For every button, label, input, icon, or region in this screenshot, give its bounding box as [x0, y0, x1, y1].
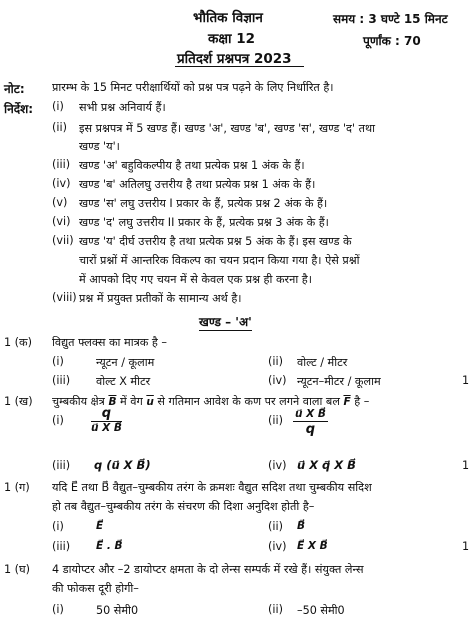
- instruction-num: (i): [52, 100, 64, 113]
- option-label: (ii): [268, 355, 283, 368]
- class-title: कक्षा 12: [208, 31, 256, 47]
- option-text: –50 सेमी0: [297, 604, 345, 617]
- instruction-num: (ii): [52, 121, 67, 134]
- question-text: विद्युत फ्लक्स का मात्रक है –: [52, 336, 168, 349]
- option-label: (ii): [268, 414, 283, 427]
- instruction-num: (vi): [52, 215, 71, 228]
- question-number: 1 (ग): [4, 481, 30, 494]
- option-text: B⃗: [297, 520, 306, 532]
- instructions-label: निर्देश:: [4, 102, 34, 116]
- option-label: (ii): [268, 520, 283, 533]
- subject-title: भौतिक विज्ञान: [193, 10, 263, 26]
- option-label: (ii): [268, 603, 283, 616]
- instruction-num: (vii): [52, 234, 74, 247]
- option-label: (iii): [52, 374, 71, 387]
- vector-f: $\overline{F}$: [343, 396, 351, 408]
- option-text: u⃗ X q⃗ X B⃗: [297, 458, 356, 472]
- fraction-option-i: q u⃗ X B⃗: [91, 406, 122, 434]
- section-title: खण्ड – 'अ': [199, 315, 252, 329]
- title-underline: [175, 66, 304, 67]
- question-marks: 1: [462, 374, 470, 387]
- question-text: की फोकस दूरी होगी–: [52, 582, 139, 595]
- question-marks: 1: [462, 540, 470, 553]
- instruction-num: (viii): [52, 291, 77, 304]
- question-number: 1 (ख): [4, 395, 33, 408]
- question-text: यदि E⃗ तथा B⃗ वैद्युत–चुम्बकीय तरंग के क्रमशः वैद्युत सदिश तथा चुम्बकीय सदिश: [52, 481, 372, 494]
- vector-u: $\overline{u}$: [146, 396, 154, 408]
- option-label: (i): [52, 355, 64, 368]
- option-label: (iii): [52, 459, 71, 472]
- option-label: (iv): [268, 459, 287, 472]
- paper-title: प्रतिदर्श प्रश्नपत्र 2023: [177, 51, 292, 67]
- instruction-text: सभी प्रश्न अनिवार्य हैं।: [79, 101, 166, 114]
- option-text: वोल्ट / मीटर: [297, 356, 348, 369]
- option-text: E⃗ . B⃗: [96, 540, 123, 552]
- instruction-text: प्रश्न में प्रयुक्त प्रतीकों के सामान्य अर्थ है।: [79, 292, 242, 305]
- option-label: (i): [52, 603, 64, 616]
- question-text: चुम्बकीय क्षेत्र $\overline{B}$ में वेग $\overline{u}$ से गतिमान आवेश के कण पर लगने वाला बल $\overline{F}$ है –: [52, 395, 370, 408]
- question-text: हो तब वैद्युत–चुम्बकीय तरंग के संचरण की दिशा अनुदिश होती है–: [52, 500, 315, 513]
- instruction-num: (iv): [52, 177, 71, 190]
- option-text: E⃗ X B⃗: [297, 540, 328, 552]
- option-text: न्यूटन / कूलाम: [96, 356, 155, 369]
- instruction-text: चारों प्रश्नों में आन्तरिक विकल्प का चयन प्रदान किया गया है। ऐसे प्रश्नों: [79, 254, 360, 267]
- option-label: (i): [52, 414, 64, 427]
- instruction-text: में आपको दिए गए चयन में से केवल एक प्रश्न ही करना है।: [79, 273, 312, 286]
- instruction-text: खण्ड 'य'।: [79, 140, 120, 153]
- instruction-text: खण्ड 'द' लघु उत्तरीय II प्रकार के हैं, प्रत्येक प्रश्न 3 अंक के हैं।: [79, 216, 329, 229]
- option-text: न्यूटन–मीटर / कूलाम: [297, 375, 381, 388]
- option-label: (iv): [268, 540, 287, 553]
- time-label: समय : 3 घण्टे 15 मिनट: [333, 12, 448, 26]
- option-text: E⃗: [96, 520, 104, 532]
- instruction-num: (iii): [52, 158, 71, 171]
- fraction-option-ii: u⃗ X B⃗ q: [295, 408, 326, 437]
- option-label: (iii): [52, 540, 71, 553]
- option-text: q (u⃗ X B⃗): [94, 458, 151, 472]
- note-text: प्रारम्भ के 15 मिनट परीक्षार्थियों को प्रश्न पत्र पढ़ने के लिए निर्धारित है।: [52, 81, 334, 94]
- instruction-text: खण्ड 'य' दीर्घ उत्तरीय है तथा प्रत्येक प्रश्न 5 अंक के हैं। इस खण्ड के: [79, 235, 352, 248]
- option-label: (i): [52, 520, 64, 533]
- question-number: 1 (घ): [4, 563, 31, 576]
- option-text: 50 सेमी0: [96, 604, 139, 617]
- vector-b: $\overline{B}$: [108, 396, 117, 408]
- instruction-text: इस प्रश्नपत्र में 5 खण्ड हैं। खण्ड 'अ', खण्ड 'ब', खण्ड 'स', खण्ड 'द' तथा: [79, 122, 376, 135]
- option-text: वोल्ट X मीटर: [96, 375, 151, 388]
- instruction-num: (v): [52, 196, 68, 209]
- instruction-text: खण्ड 'ब' अतिलघु उत्तरीय है तथा प्रत्येक प्रश्न 1 अंक के हैं।: [79, 178, 316, 191]
- question-number: 1 (क): [4, 336, 32, 349]
- instruction-text: खण्ड 'स' लघु उत्तरीय I प्रकार के हैं, प्रत्येक प्रश्न 2 अंक के हैं।: [79, 197, 328, 210]
- marks-label: पूर्णांक : 70: [363, 34, 421, 48]
- instruction-text: खण्ड 'अ' बहुविकल्पीय है तथा प्रत्येक प्रश्न 1 अंक के हैं।: [79, 159, 305, 172]
- question-text: 4 डायोप्टर और –2 डायोप्टर क्षमता के दो लेन्स सम्पर्क में रखे हैं। संयुक्त लेन्स: [52, 563, 364, 576]
- option-label: (iv): [268, 374, 287, 387]
- note-label: नोट:: [4, 82, 25, 96]
- question-marks: 1: [462, 459, 470, 472]
